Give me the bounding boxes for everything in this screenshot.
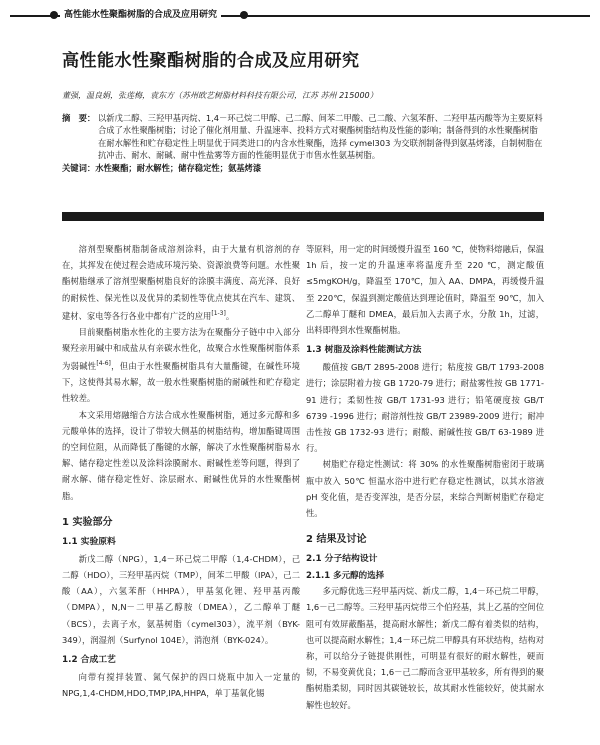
- intro-paragraph-1: [62, 241, 300, 324]
- intro-p1-text: 溶剂型聚酯树脂制备成溶剂涂料，由于大量有机溶剂的存在，其挥发在使过程会造成环境污染、资源浪费等问题。水性聚酯树脂继承了溶剂型聚酯树脂良好的涂膜丰满度、高光泽、良好的耐候性、保光性以及优异的柔韧性等优点使其在汽车、建筑、建材、家电等各行各业中都有广泛的应用: [62, 244, 300, 321]
- section-heading-experimental: 1 实验部分: [62, 516, 113, 528]
- intro-p1-end: 。: [225, 310, 235, 321]
- subsection-heading-materials: 1.1 实验原料: [62, 536, 116, 547]
- abstract-text: 以新戊二醇、三羟甲基丙烷、1,4－环己烷二甲醇、己二醇、间苯二甲酸、己二酸、六氢苯酐、二羟甲基丙酸等为主要原料合成了水性聚酯树脂；讨论了催化剂用量、升温速率、投料方式对聚酯树脂结构及性能的影响；制备得到的水性聚酯树脂在耐水解性和贮存稳定性上明显优于同类进口的内含水性聚酯，选择 cymel303 为交联剂制备得到氨基烤漆，自制树脂在抗冲击、耐水、耐碱、耐中性盐雾等方面的性能明显优于市售水性氨基树脂。: [98, 113, 543, 160]
- header-bullet-icon: [50, 11, 58, 19]
- running-header: [10, 8, 590, 22]
- storage-paragraph: 树脂贮存稳定性测试：将 30% 的水性聚酯树脂密闭于玻璃瓶中放入 50℃ 恒温水浴中进行贮存稳定性测试，以其水溶液 pH 变化值，是否变浑浊，是否分层，来综合判断树脂贮存稳定性。: [306, 459, 544, 519]
- materials-paragraph: 新戊二醇（NPG），1,4－环己烷二甲醇（1,4-CHDM），己二醇（HDO），三羟甲基丙烷（TMP），间苯二甲酸（IPA），己二酸（AA），六氢苯酐（HHPA），甲基氢化锂、羟甲基丙酸（DMPA），N,N－二甲基乙醇胺（DMEA），乙二醇单丁醚（BCS），去离子水，氨基树脂（cymel303），流平剂（BYK-349），润湿剂（Surfynol 104E），消泡剂（BYK-024）。: [62, 553, 300, 645]
- subsubsection-heading-polyol: 2.1.1 多元醇的选择: [306, 571, 385, 582]
- abstract-label: 摘 要：: [62, 113, 96, 123]
- header-bullet-icon: [240, 11, 248, 19]
- intro-paragraph-3: 本文采用熔融缩合方法合成水性聚酯树脂，通过多元醇和多元酸单体的选择，设计了带较大侧基的树脂结构，增加酯键周围的空间位阻，从而降低了酯键的水解，解决了水性聚酯树脂易水解、储存稳定性差以及涂料涂膜耐水、耐碱性差等问题，得到了耐水解、储存稳定性好、涂层耐水、耐碱性优异的水性聚酯树脂。: [62, 409, 300, 501]
- right-column: [306, 241, 544, 713]
- citation-ref: [4-6]: [96, 360, 111, 368]
- keywords-label: 关键词：: [62, 163, 96, 174]
- keywords-text: 水性聚酯；耐水解性；储存稳定性；氨基烤漆: [95, 163, 262, 174]
- intro-p2-end: ，但由于水性聚酯树脂具有大量酯键，在碱性环境下，这使得其易水解，故一般水性聚酯树脂的耐碱性和贮存稳定性较差。: [62, 360, 300, 404]
- paper-title: 高性能水性聚酯树脂的合成及应用研究: [62, 51, 360, 71]
- citation-ref: [1-3]: [211, 309, 226, 317]
- abstract-block: [62, 112, 544, 174]
- subsection-heading-synthesis: 1.2 合成工艺: [62, 655, 116, 665]
- synthesis-continued: 等原料，用一定的时间缓慢升温至 160 ℃，使物料熔融后，保温 1h 后，按一定的升温速率将温度升至 220 ℃，测定酸值≤5mgKOH/g，降温至 170℃，加入 AA、DMPA，再缓慢升温至 220℃，保温到测定酸值达到理论值时，降温至 90℃，加入乙二醇单丁醚和 DMEA，最后加入去离子水，分散 1h，过滤，出料即得到水性聚酯树脂。: [306, 244, 544, 336]
- testing-paragraph: 酸值按 GB/T 2895-2008 进行；粘度按 GB/T 1793-2008 进行；涂层附着力按 GB 1720-79 进行；耐盐雾性按 GB 1771-91 进行；柔韧性按 GB/T 1731-93 进行；铅笔硬度按 GB/T 6739 -1996 进行；耐溶剂性按 GB/T 23989-2009 进行；耐冲击性按 GB 1732-93 进行；耐酸、耐碱性按 GB/T 63-1989 进行。: [306, 362, 544, 454]
- intro-p2-text: 目前聚酯树脂水性化的主要方法为在聚酯分子链中中入部分聚羟亲用碱中和成盐从有亲碳水性化，故聚合水性聚酯树脂体系为弱碱性: [62, 326, 300, 371]
- polyol-paragraph: 多元醇优选三羟甲基丙烷、新戊二醇，1,4－环己烷二甲醇，1,6－己二醇等。三羟甲基丙烷带三个伯羟基，其上乙基的空间位阻可有效屏蔽酯基，提高耐水解性；新戊二醇有着类似的结构，也可以提高耐水解性；1,4－环己烷二甲醇具有环状结构，结构对称，可以给分子链提供刚性，可明显有很好的耐水解性，硬而韧，不易变黄优良；1,6－己二醇而含亚甲基较多，所有得到的聚酯树脂柔韧，同时因其碳链较长，故其耐水性能较好，使其耐水解性也较好。: [306, 586, 544, 710]
- section-divider: [62, 212, 544, 221]
- author-line: 董强，温良娟，张莲梅，袁东方（苏州欧艺树脂材料科技有限公司，江苏 苏州 215000）: [62, 91, 378, 100]
- intro-paragraph-2: [62, 324, 300, 407]
- running-title: 高性能水性聚酯树脂的合成及应用研究: [60, 8, 221, 22]
- section-heading-results: 2 结果及讨论: [306, 534, 367, 546]
- subsection-heading-structure: 2.1 分子结构设计: [306, 554, 378, 565]
- subsection-heading-testing: 1.3 树脂及涂料性能测试方法: [306, 345, 422, 356]
- left-column: [62, 241, 300, 701]
- synthesis-paragraph: 向带有搅拌装置、氮气保护的四口烧瓶中加入一定量的 NPG,1,4-CHDM,HDO,TMP,IPA,HHPA，单丁基氧化锡: [62, 672, 300, 699]
